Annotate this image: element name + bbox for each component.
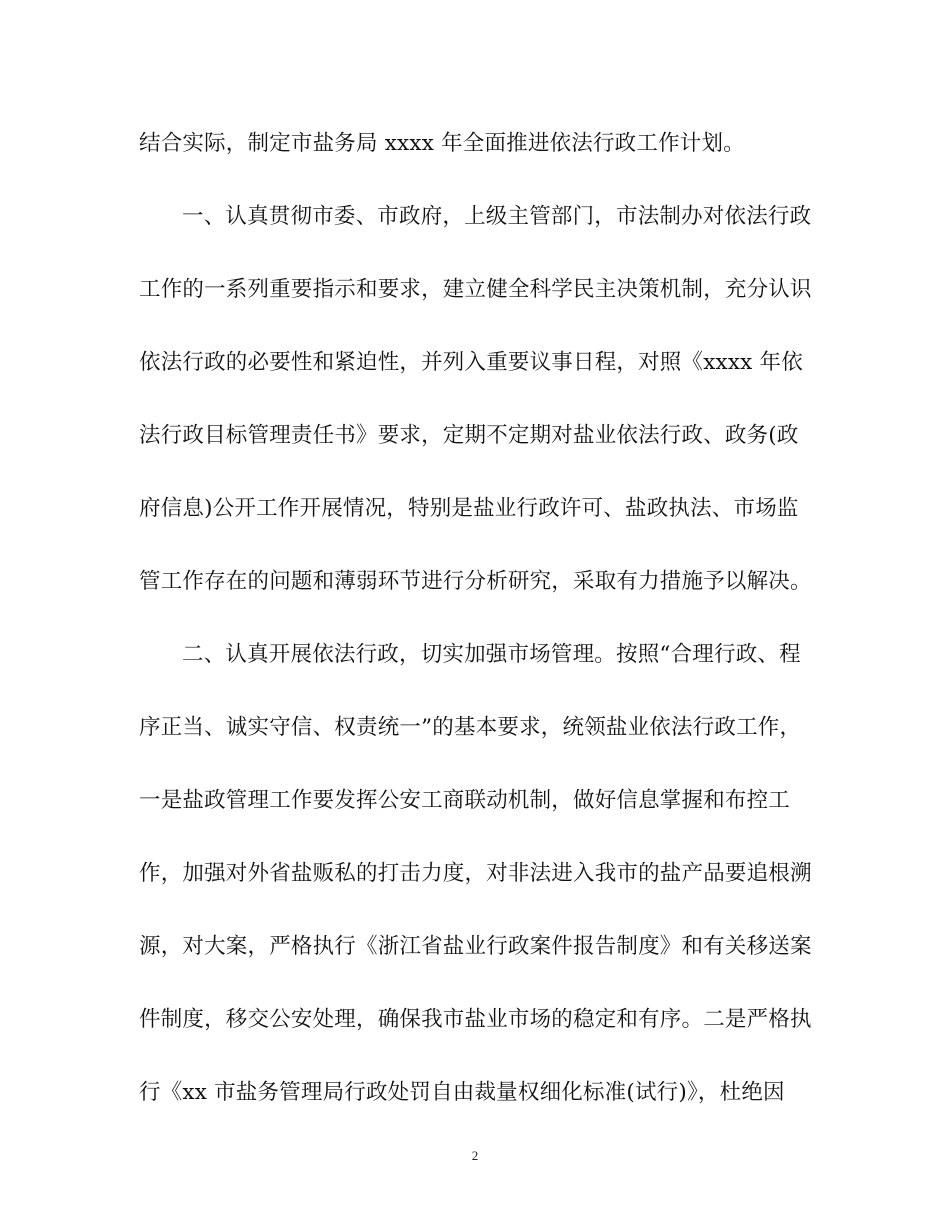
text-line: 府信息)公开工作开展情况，特别是盐业行政许可、盐政执法、市场监 xyxy=(139,496,799,521)
text-line: 结合实际，制定市盐务局 xxxx 年全面推进依法行政工作计划。 xyxy=(139,131,745,156)
text-line: 作，加强对外省盐贩私的打击力度，对非法进入我市的盐产品要追根溯 xyxy=(139,861,812,886)
page-number: 2 xyxy=(471,1148,479,1163)
paragraph-1-first-line: 一、认真贯彻市委、市政府，上级主管部门，市法制办对依法行政 xyxy=(182,204,812,229)
text-line: 工作的一系列重要指示和要求，建立健全科学民主决策机制，充分认识 xyxy=(139,277,812,302)
text-line: 序正当、诚实守信、权责统一”的基本要求，统领盐业依法行政工作， xyxy=(139,715,802,740)
text-line: 管工作存在的问题和薄弱环节进行分析研究，采取有力措施予以解决。 xyxy=(139,569,812,594)
text-line: 件制度，移交公安处理，确保我市盐业市场的稳定和有序。二是严格执 xyxy=(139,1007,812,1032)
text-line: 依法行政的必要性和紧迫性，并列入重要议事日程，对照《xxxx 年依 xyxy=(139,350,803,375)
text-line: 一是盐政管理工作要发挥公安工商联动机制，做好信息掌握和布控工 xyxy=(139,788,791,813)
paragraph-2-first-line: 二、认真开展依法行政，切实加强市场管理。按照“合理行政、程 xyxy=(182,642,801,667)
text-line: 源，对大案，严格执行《浙江省盐业行政案件报告制度》和有关移送案 xyxy=(139,934,812,959)
text-line: 行《xx 市盐务管理局行政处罚自由裁量权细化标准(试行)》，杜绝因 xyxy=(139,1080,785,1105)
text-line: 法行政目标管理责任书》要求，定期不定期对盐业依法行政、政务(政 xyxy=(139,423,799,448)
